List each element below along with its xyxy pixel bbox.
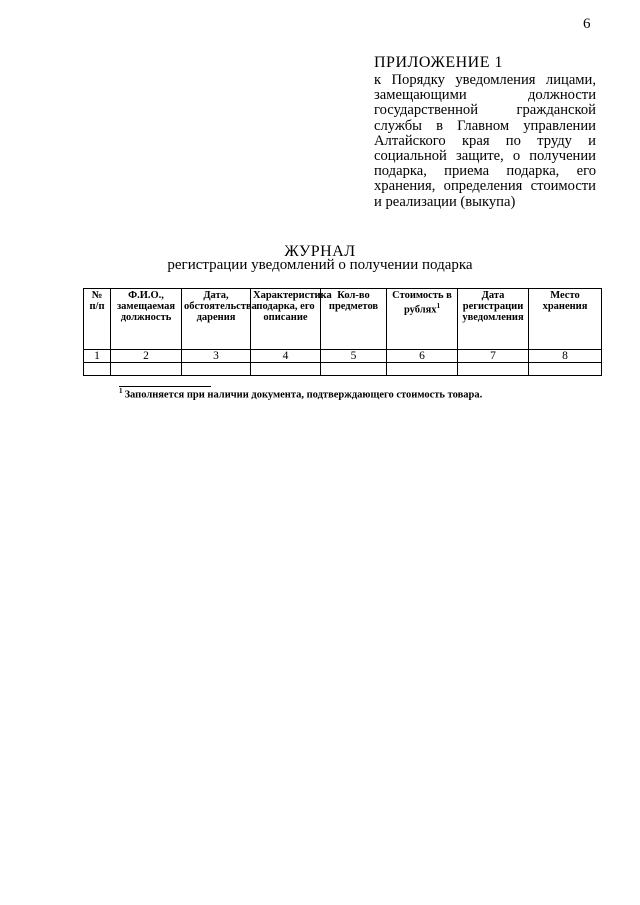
table-number-row bbox=[84, 350, 602, 363]
table-cell: 7 bbox=[458, 350, 529, 363]
table-cell: 5 bbox=[321, 350, 387, 363]
table-cell bbox=[111, 363, 182, 376]
table-header-cell: Дата регистрации уведомления bbox=[458, 289, 529, 350]
table-row bbox=[84, 363, 602, 376]
table-cell bbox=[458, 363, 529, 376]
footnote-marker: 1 bbox=[119, 387, 123, 395]
table-header-cell: Кол-во предметов bbox=[321, 289, 387, 350]
table-cell: 4 bbox=[251, 350, 321, 363]
journal-title: ЖУРНАЛ bbox=[284, 243, 356, 260]
table-cell bbox=[84, 363, 111, 376]
table-header-cell: Характеристика подарка, его описание bbox=[251, 289, 321, 350]
table-header-cell: Дата, обстоятельства дарения bbox=[182, 289, 251, 350]
table-cell bbox=[529, 363, 602, 376]
table-cell: 3 bbox=[182, 350, 251, 363]
table-cell bbox=[321, 363, 387, 376]
footnote-text: Заполняется при наличии документа, подтверждающего стоимость товара. bbox=[124, 389, 483, 401]
footnote bbox=[119, 387, 482, 401]
table-cell bbox=[387, 363, 458, 376]
appendix-text: к Порядку уведомления лицами, замещающими должности государственной гражданской службы в Главном управлении Алтайского края по труду и социальной защите, о получении подарка, приема подарка, его хранения, определения стоимости и реализации (выкупа) bbox=[374, 72, 596, 210]
table-header-cell: Стоимость в рублях$^1$ bbox=[387, 289, 458, 350]
table-header-cell: Место хранения bbox=[529, 289, 602, 350]
table-cell: 1 bbox=[84, 350, 111, 363]
register-table bbox=[83, 288, 602, 376]
table-cell: 2 bbox=[111, 350, 182, 363]
table-header-row bbox=[84, 289, 602, 350]
table-header-cell: Ф.И.О., замещаемая должность bbox=[111, 289, 182, 350]
table-header-cell: № п/п bbox=[84, 289, 111, 350]
table-cell bbox=[182, 363, 251, 376]
footnote-ref: 1 bbox=[436, 302, 441, 310]
appendix-block bbox=[374, 54, 596, 210]
table-cell bbox=[251, 363, 321, 376]
page-number: 6 bbox=[583, 16, 591, 32]
journal-subtitle: регистрации уведомлений о получении подарка bbox=[167, 257, 473, 273]
table-cell: 6 bbox=[387, 350, 458, 363]
appendix-title: ПРИЛОЖЕНИЕ 1 bbox=[374, 54, 504, 71]
table-cell: 8 bbox=[529, 350, 602, 363]
